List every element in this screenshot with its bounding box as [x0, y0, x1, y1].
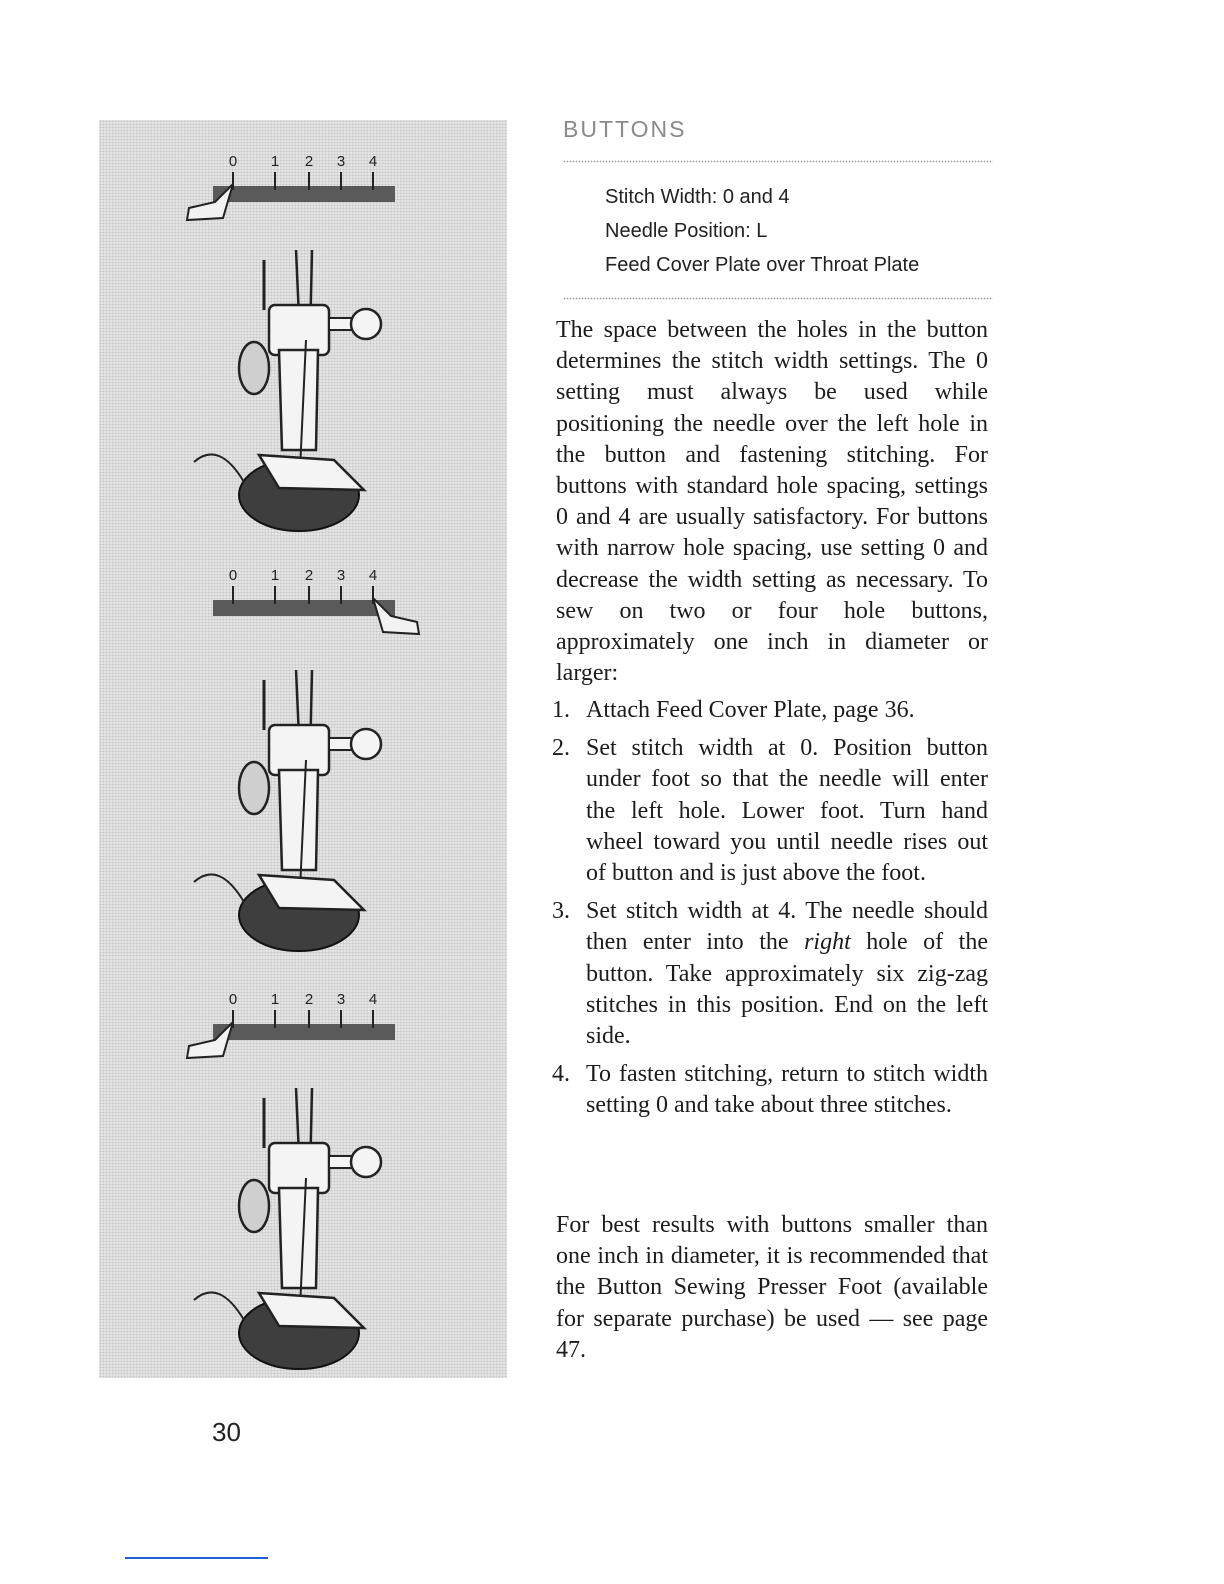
illustration-panel-3 — [99, 958, 507, 1378]
scale-label: 0 — [228, 153, 238, 170]
setting-stitch-width: Stitch Width: 0 and 4 — [605, 186, 790, 208]
stitch-width-scale-bar — [213, 1024, 395, 1040]
step-number: 1. — [552, 697, 570, 723]
presser-foot-illustration-2 — [99, 540, 507, 958]
closing-paragraph: For best results with buttons smaller than one inch in diameter, it is recommended that the Button Sewing Presser Foot (available for separate purchase) be used — see page 47. — [556, 1212, 988, 1363]
scale-label: 2 — [304, 991, 314, 1008]
divider-bottom — [563, 297, 993, 300]
step-text: Attach Feed Cover Plate, page 36. — [586, 697, 915, 723]
stitch-width-scale-bar — [213, 186, 395, 202]
thread — [194, 454, 244, 482]
scale-label: 2 — [304, 153, 314, 170]
scale-label: 3 — [336, 153, 346, 170]
needle-clamp — [269, 1143, 329, 1193]
presser-bar — [279, 1188, 318, 1288]
step-text: Set stitch width at 4. The needle should then enter into the right hole of the button. Take approximately six zig-zag stitches in this position. End on the left side. — [586, 898, 988, 1050]
scale-label: 1 — [270, 991, 280, 1008]
clamp-screw — [351, 1147, 381, 1177]
scale-label: 0 — [228, 991, 238, 1008]
divider-top — [563, 160, 993, 163]
thread — [194, 1292, 244, 1320]
scale-label: 2 — [304, 567, 314, 584]
emphasis-right: right — [804, 929, 851, 956]
illustration-panel-2 — [99, 540, 507, 958]
section-heading: BUTTONS — [563, 116, 687, 142]
presser-foot-drawing — [194, 250, 381, 531]
step-number: 3. — [552, 898, 570, 925]
step-item — [552, 896, 988, 1052]
scale-label: 1 — [270, 153, 280, 170]
scale-label: 3 — [336, 567, 346, 584]
thread — [194, 874, 244, 902]
needle-clamp — [269, 305, 329, 355]
needle-clamp — [269, 725, 329, 775]
presser-bar — [279, 770, 318, 870]
presser-foot-drawing — [194, 670, 381, 951]
clamp-screw — [351, 309, 381, 339]
step-item — [552, 695, 988, 726]
thumb-screw — [239, 342, 269, 394]
step-item — [552, 733, 988, 889]
step-text: To fasten stitching, return to stitch width setting 0 and take about three stitches. — [586, 1061, 988, 1119]
step-number: 4. — [552, 1061, 570, 1088]
scale-label: 1 — [270, 567, 280, 584]
illustration-panel-1 — [99, 120, 507, 540]
step-number: 2. — [552, 735, 570, 762]
page-number: 30 — [212, 1417, 241, 1447]
steps-list — [552, 695, 988, 1129]
intro-paragraph: The space between the holes in the button determines the stitch width settings. The 0 setting must always be used while positioning the needle over the left hole in the button and fastening stitching. For buttons with standard hole spacing, settings 0 and 4 are usually satisfactory. For buttons with narrow hole spacing, use setting 0 and decrease the width setting as necessary. To sew on two or four hole buttons, approximately one inch in diameter or larger: — [556, 317, 988, 687]
scale-label: 4 — [368, 991, 378, 1008]
scale-label: 4 — [368, 153, 378, 170]
step-item — [552, 1059, 988, 1121]
thumb-screw — [239, 762, 269, 814]
settings-box — [605, 180, 919, 282]
setting-feed-cover: Feed Cover Plate over Throat Plate — [605, 254, 920, 276]
scale-label: 0 — [228, 567, 238, 584]
presser-foot-illustration-3 — [99, 958, 507, 1378]
footer-line — [125, 1557, 268, 1559]
presser-foot-drawing — [194, 1088, 381, 1369]
step-text: Set stitch width at 0. Position button under foot so that the needle will enter the left hole. Lower foot. Turn hand wheel toward you until needle rises out of button and is just above the foot. — [586, 735, 988, 887]
presser-foot-illustration-1 — [99, 120, 507, 540]
stitch-width-scale-bar — [213, 600, 395, 616]
scale-label: 3 — [336, 991, 346, 1008]
setting-needle-position: Needle Position: L — [605, 220, 768, 242]
clamp-screw — [351, 729, 381, 759]
thumb-screw — [239, 1180, 269, 1232]
illustration-column — [99, 120, 507, 1378]
scale-label: 4 — [368, 567, 378, 584]
presser-bar — [279, 350, 318, 450]
